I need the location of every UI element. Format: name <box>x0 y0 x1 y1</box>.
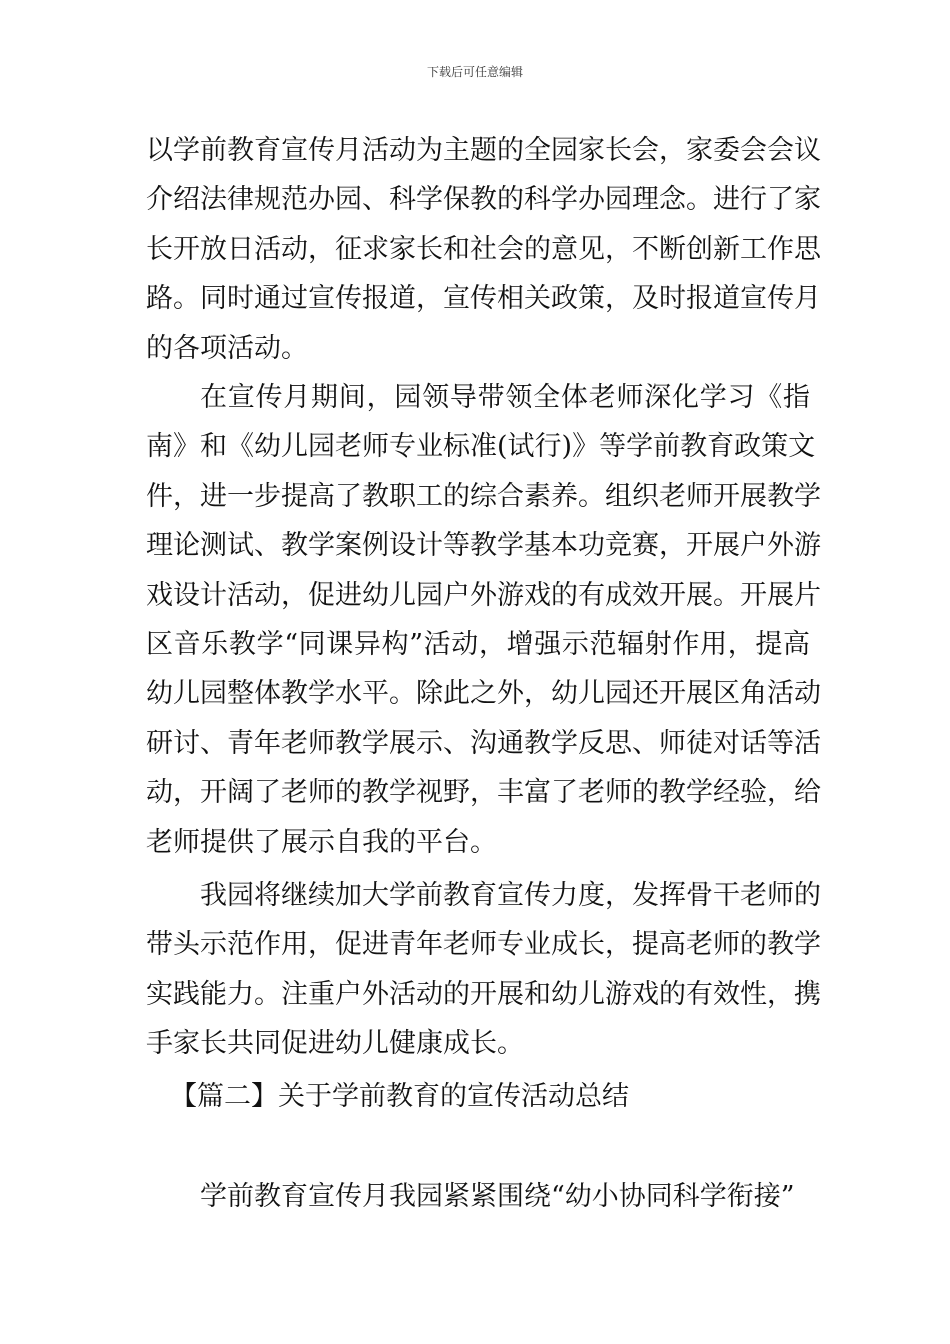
paragraph-line: 区音乐教学“同课异构”活动，增强示范辐射作用，提高 <box>146 628 810 660</box>
page-header-note: 下载后可任意编辑 <box>426 65 523 79</box>
paragraph-line: 带头示范作用，促进青年老师专业成长，提高老师的教学 <box>146 929 821 961</box>
paragraph-line: 戏设计活动，促进幼儿园户外游戏的有成效开展。开展片 <box>146 579 821 611</box>
paragraph-line: 我园将继续加大学前教育宣传力度，发挥骨干老师的 <box>200 880 821 911</box>
paragraph-line: 以学前教育宣传月活动为主题的全园家长会，家委会会议 <box>146 135 821 166</box>
paragraph-line: 在宣传月期间，园领导带领全体老师深化学习《指 <box>200 382 810 413</box>
paragraph-line: 动，开阔了老师的教学视野，丰富了老师的教学经验，给 <box>146 777 821 809</box>
section-heading: 【篇二】关于学前教育的宣传活动总结 <box>170 1081 629 1112</box>
paragraph-line: 的各项活动。 <box>146 332 308 364</box>
paragraph-line: 老师提供了展示自我的平台。 <box>146 826 497 858</box>
paragraph-line: 件，进一步提高了教职工的综合素养。组织老师开展教学 <box>146 480 821 512</box>
paragraph-4-first-line: 学前教育宣传月我园紧紧围绕“幼小协同科学衔接” <box>200 1181 795 1212</box>
paragraph-1 <box>146 126 821 373</box>
paragraph-3 <box>146 871 821 1069</box>
paragraph-line: 手家长共同促进幼儿健康成长。 <box>146 1028 524 1060</box>
paragraph-line: 长开放日活动，征求家长和社会的意见，不断创新工作思 <box>146 233 821 265</box>
paragraph-line: 介绍法律规范办园、科学保教的科学办园理念。进行了家 <box>146 184 821 216</box>
paragraph-line: 路。同时通过宣传报道，宣传相关政策，及时报道宣传月 <box>146 283 821 315</box>
paragraph-line: 南》和《幼儿园老师专业标准(试行)》等学前教育政策文 <box>146 431 816 463</box>
paragraph-line: 实践能力。注重户外活动的开展和幼儿游戏的有效性，携 <box>146 978 821 1010</box>
paragraph-line: 幼儿园整体教学水平。除此之外，幼儿园还开展区角活动 <box>146 678 821 710</box>
paragraph-2 <box>146 373 821 867</box>
paragraph-line: 理论测试、教学案例设计等教学基本功竞赛，开展户外游 <box>146 530 821 562</box>
paragraph-line: 研讨、青年老师教学展示、沟通教学反思、师徒对话等活 <box>146 727 821 759</box>
